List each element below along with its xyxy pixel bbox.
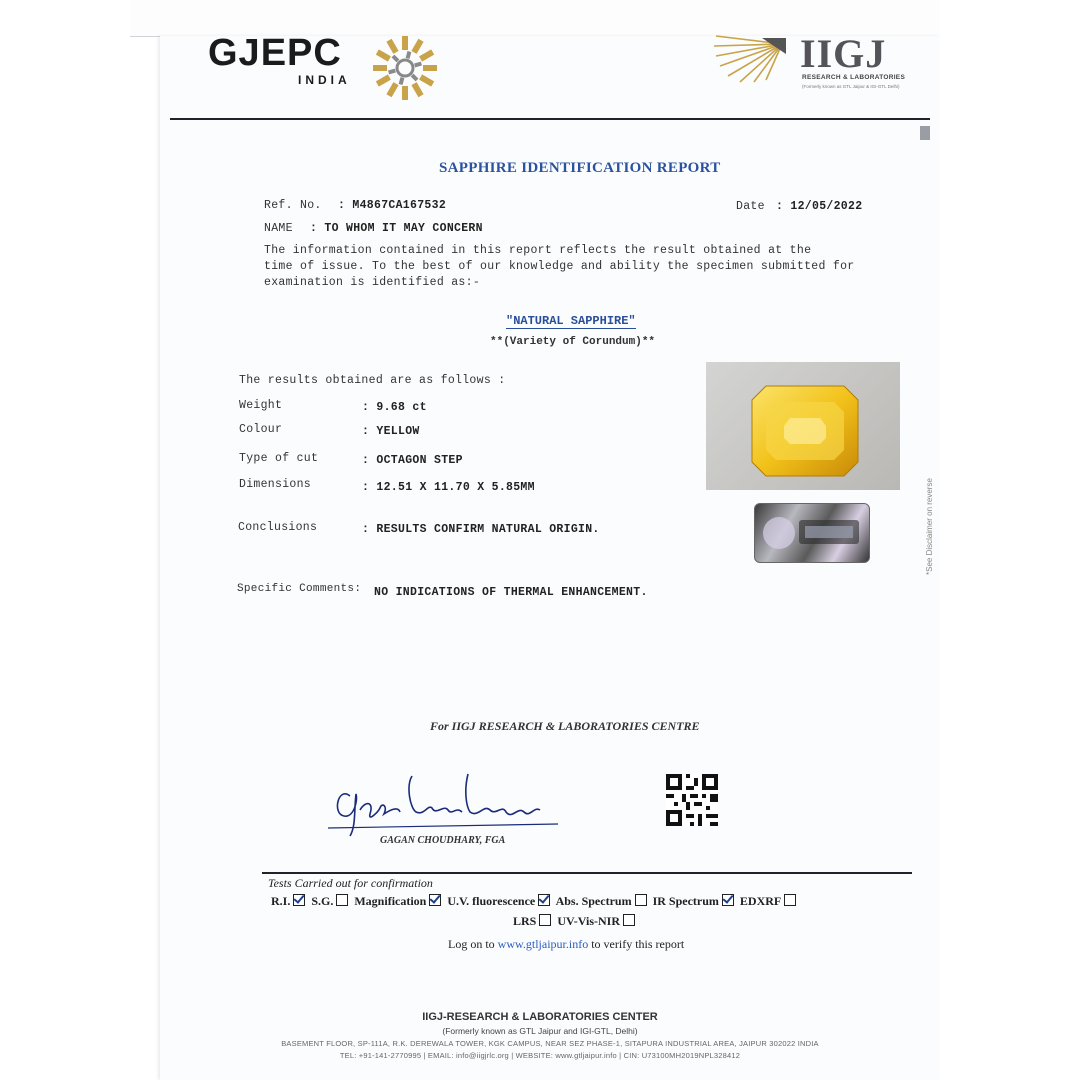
test-magnification-label: Magnification bbox=[354, 894, 427, 908]
field-label-weight: Weight bbox=[239, 399, 283, 412]
field-value-cut: : OCTAGON STEP bbox=[362, 454, 463, 467]
verify-prefix: Log on to bbox=[448, 937, 495, 951]
test-uv-label: U.V. fluorescence bbox=[447, 894, 536, 908]
hologram-seal bbox=[754, 503, 870, 563]
conclusions-value: : RESULTS CONFIRM NATURAL ORIGIN. bbox=[362, 523, 600, 536]
intro-text-line-1: The information contained in this report reflects the result obtained at the bbox=[264, 244, 812, 257]
gjepc-logo-subtitle: INDIA bbox=[298, 73, 351, 87]
comments-label: Specific Comments: bbox=[237, 583, 362, 595]
qr-code-icon[interactable] bbox=[666, 774, 718, 826]
ref-label: Ref. No. bbox=[264, 199, 322, 212]
iigj-sunburst-icon bbox=[712, 32, 788, 84]
test-magnification-checkbox[interactable] bbox=[429, 894, 441, 906]
verify-suffix: to verify this report bbox=[591, 937, 685, 951]
intro-text-line-2: time of issue. To the best of our knowledge and ability the specimen submitted for bbox=[264, 260, 855, 273]
test-abs-label: Abs. Spectrum bbox=[555, 894, 632, 908]
yellow-sapphire-icon bbox=[706, 362, 900, 490]
hologram-seal-icon bbox=[755, 504, 869, 562]
tests-rule bbox=[262, 872, 912, 874]
field-value-colour: : YELLOW bbox=[362, 425, 420, 438]
test-abs-checkbox[interactable] bbox=[635, 894, 647, 906]
test-uvvis-checkbox[interactable] bbox=[623, 914, 635, 926]
footer-org: IIGJ-RESEARCH & LABORATORIES CENTER bbox=[422, 1011, 658, 1023]
variety-note: **(Variety of Corundum)** bbox=[490, 336, 656, 348]
test-ri-checkbox[interactable] bbox=[293, 894, 305, 906]
test-edxrf-label: EDXRF bbox=[739, 894, 782, 908]
iigj-logo-note: (Formerly known as GTL Jaipur & IGI-GTL Delhi) bbox=[802, 84, 900, 89]
date-label: Date bbox=[736, 200, 765, 213]
verify-line bbox=[448, 937, 684, 952]
tests-row-2 bbox=[513, 914, 638, 929]
footer-contact: TEL: +91-141-2770995 | EMAIL: info@iigjrlc.org | WEBSITE: www.gtljaipur.info | CIN: U73100MH2019NPL328412 bbox=[339, 1051, 741, 1060]
test-uvvis-label: UV-Vis-NIR bbox=[557, 914, 621, 928]
date-value: : 12/05/2022 bbox=[776, 200, 863, 213]
verify-link[interactable]: www.gtljaipur.info bbox=[497, 937, 589, 951]
gemstone-photo bbox=[706, 362, 900, 490]
signatory-name: GAGAN CHOUDHARY, FGA bbox=[380, 835, 506, 846]
conclusions-label: Conclusions bbox=[238, 521, 318, 534]
results-intro: The results obtained are as follows : bbox=[239, 374, 506, 387]
tests-row-1 bbox=[271, 894, 799, 909]
header-rule bbox=[170, 118, 930, 120]
report-title: SAPPHIRE IDENTIFICATION REPORT bbox=[439, 160, 721, 176]
intro-text-line-3: examination is identified as:- bbox=[264, 276, 481, 289]
gjepc-logo-text: GJEPC bbox=[208, 32, 342, 74]
footer-address: BASEMENT FLOOR, SP-111A, R.K. DEREWALA TOWER, KGK CAMPUS, NEAR SEZ PHASE-1, SITAPURA INDUSTRIAL AREA, JAIPUR 302022 INDIA bbox=[281, 1039, 819, 1048]
iigj-logo-subtitle: RESEARCH & LABORATORIES bbox=[802, 74, 906, 81]
name-label: NAME bbox=[264, 222, 293, 235]
gjepc-emblem-icon bbox=[364, 34, 446, 102]
side-disclaimer: *See Disclaimer on reverse bbox=[925, 478, 934, 575]
for-laboratory-line: For IIGJ RESEARCH & LABORATORIES CENTRE bbox=[430, 719, 700, 733]
comments-value: NO INDICATIONS OF THERMAL ENHANCEMENT. bbox=[374, 586, 648, 599]
field-label-dimensions: Dimensions bbox=[239, 478, 312, 491]
iigj-logo-text: IIGJ bbox=[800, 31, 887, 76]
ref-value: : M4867CA167532 bbox=[338, 199, 447, 212]
name-value: : TO WHOM IT MAY CONCERN bbox=[310, 222, 483, 235]
test-edxrf-checkbox[interactable] bbox=[784, 894, 796, 906]
test-uv-checkbox[interactable] bbox=[538, 894, 550, 906]
test-lrs-checkbox[interactable] bbox=[539, 914, 551, 926]
identification-result: "NATURAL SAPPHIRE" bbox=[506, 314, 636, 328]
test-sg-label: S.G. bbox=[311, 894, 334, 908]
test-ir-label: IR Spectrum bbox=[652, 894, 719, 908]
test-lrs-label: LRS bbox=[513, 914, 537, 928]
tests-label: Tests Carried out for confirmation bbox=[268, 876, 433, 890]
field-value-dimensions: : 12.51 X 11.70 X 5.85MM bbox=[362, 481, 535, 494]
field-label-cut: Type of cut bbox=[239, 452, 319, 465]
test-sg-checkbox[interactable] bbox=[336, 894, 348, 906]
field-label-colour: Colour bbox=[239, 423, 283, 436]
test-ri-label: R.I. bbox=[271, 894, 291, 908]
field-value-weight: : 9.68 ct bbox=[362, 401, 427, 414]
test-ir-checkbox[interactable] bbox=[722, 894, 734, 906]
margin-mark bbox=[920, 126, 930, 140]
footer-formerly: (Formerly known as GTL Jaipur and IGI-GTL, Delhi) bbox=[442, 1026, 638, 1036]
